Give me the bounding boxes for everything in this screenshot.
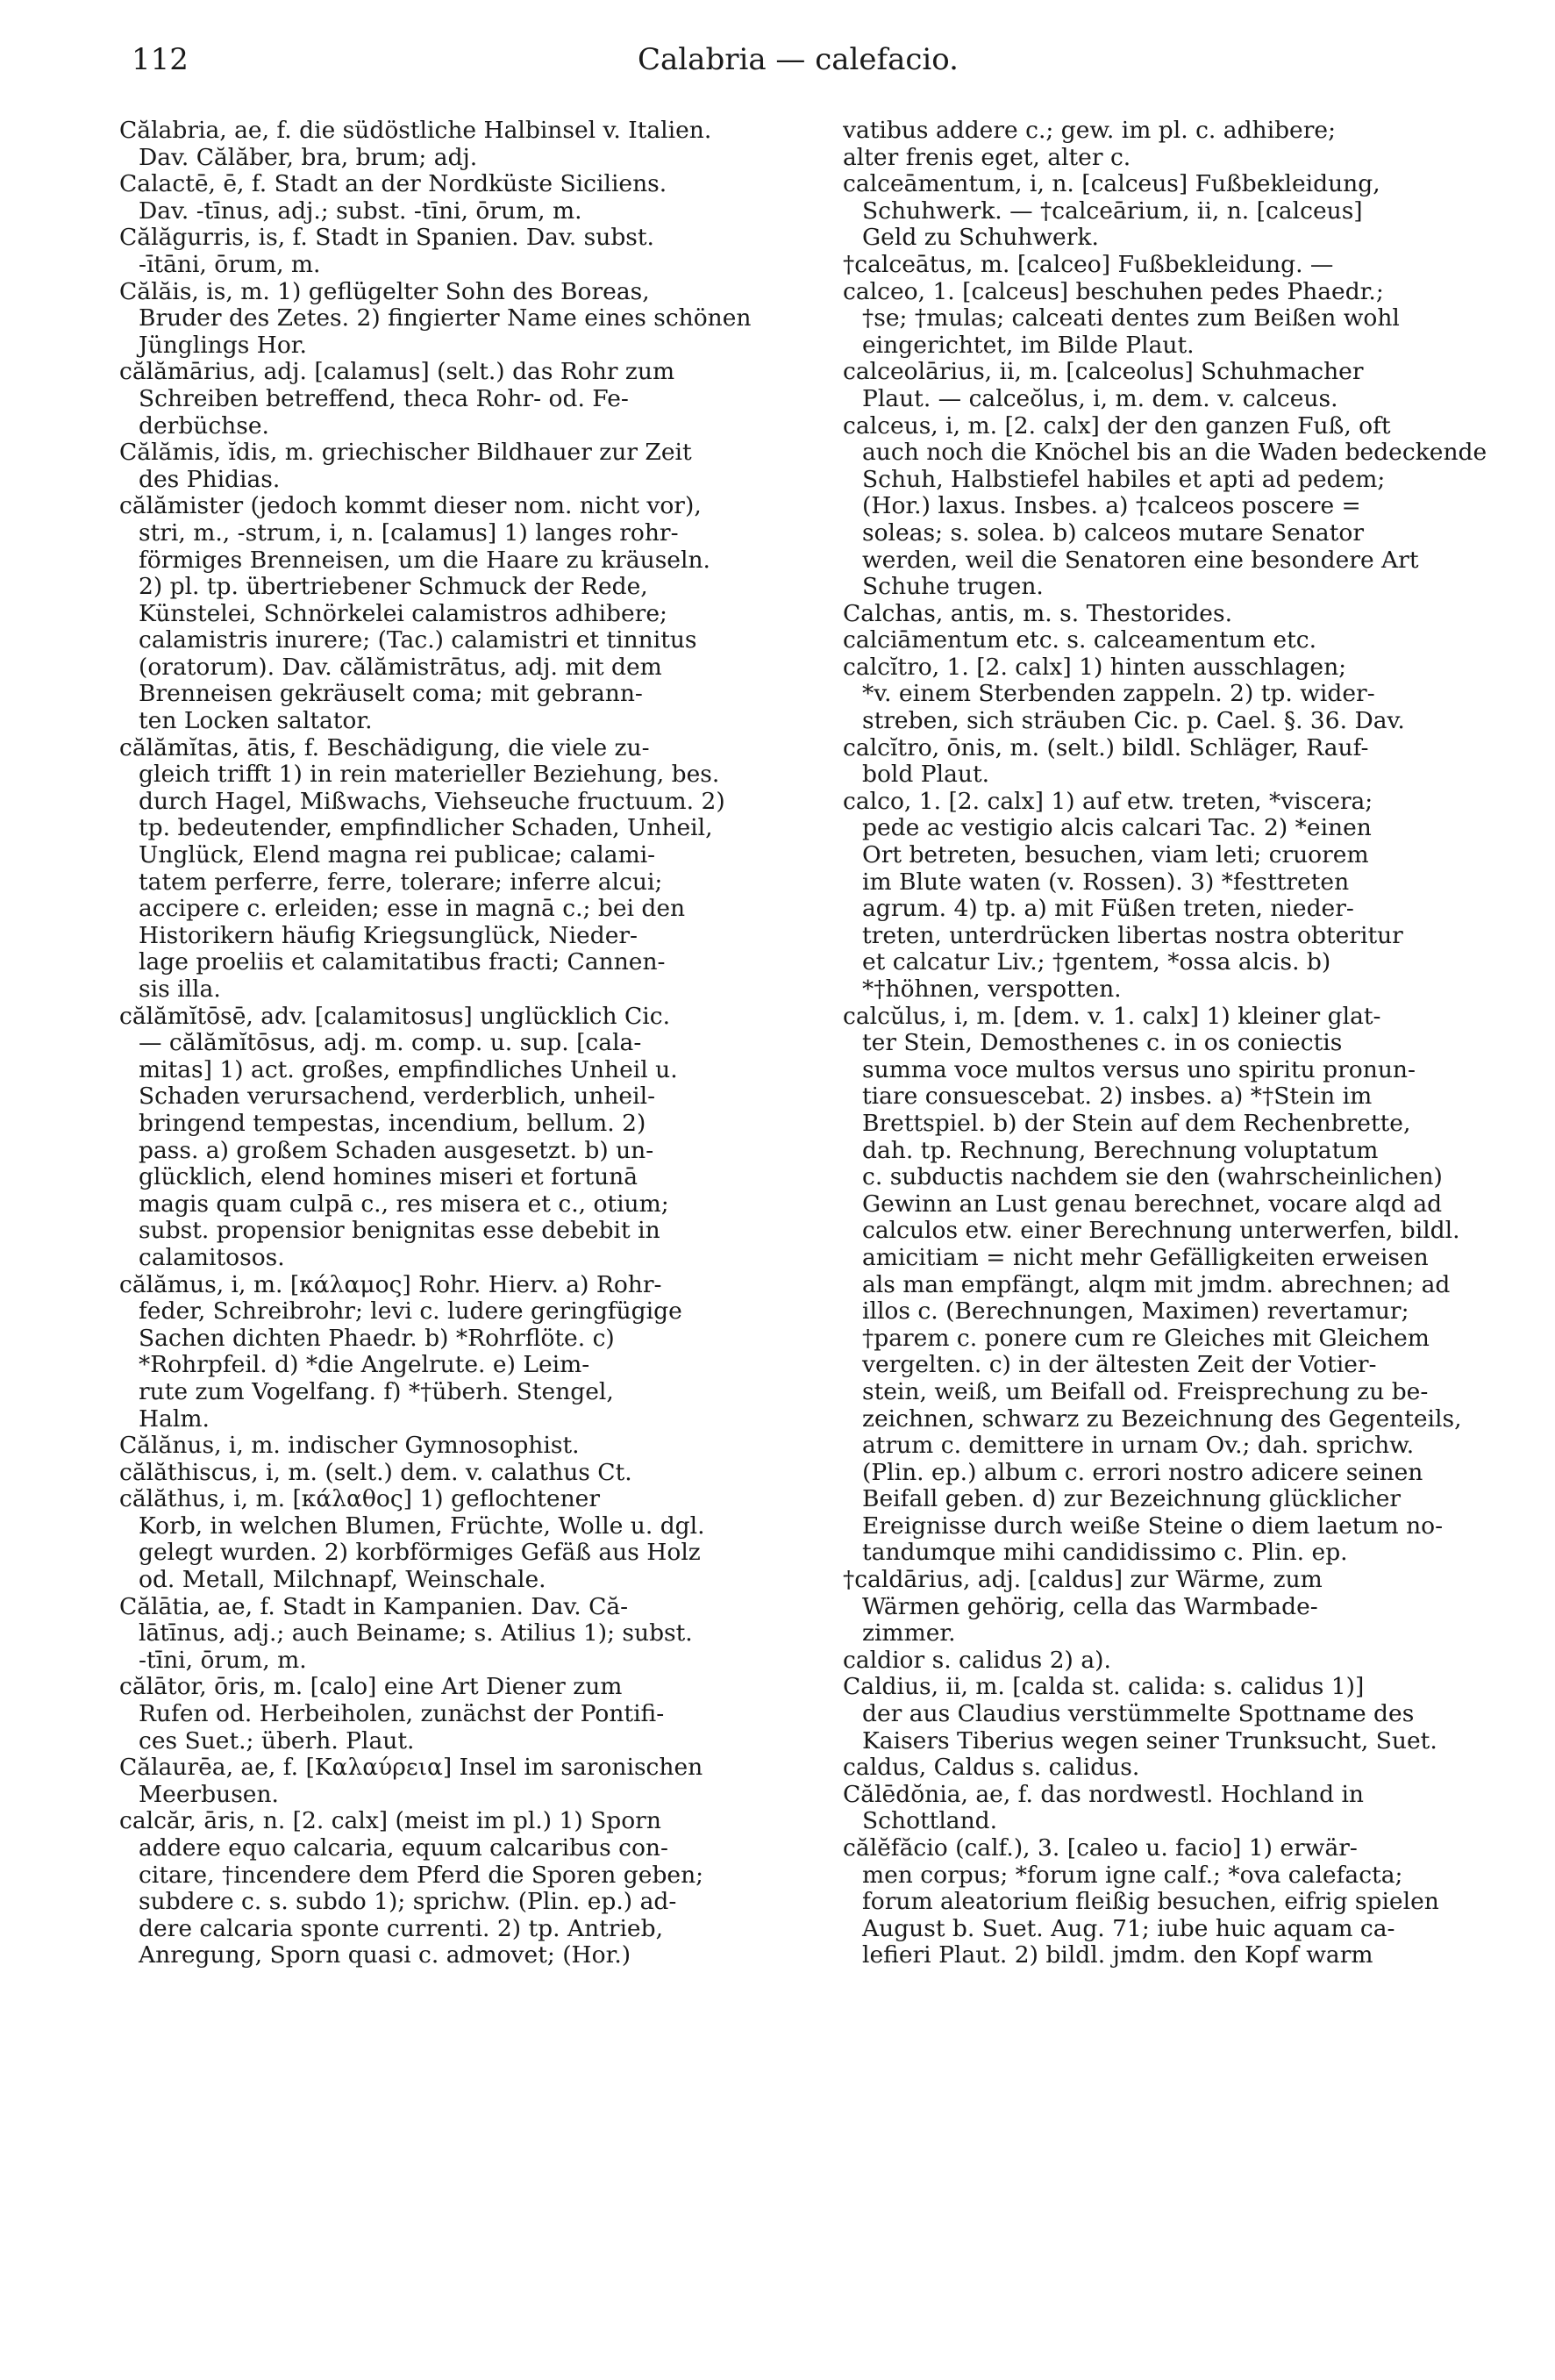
entry-continuation-line: rute zum Vogelfang. f) *†überh. Stengel, xyxy=(139,1378,614,1405)
entry-line: Călămis, ĭdis, m. griechischer Bildhauer zur Zeit xyxy=(119,440,692,467)
entry-continuation-line: et calcatur Liv.; †gentem, *ossa alcis. b) xyxy=(862,949,1331,976)
entry-line: călātor, ōris, m. [calo] eine Art Diener zum xyxy=(119,1674,623,1701)
entry-continuation-line: amicitiam = nicht mehr Gefälligkeiten erweisen xyxy=(862,1244,1429,1271)
entry-continuation-line: calculos etw. einer Berechnung unterwerfen, bildl. xyxy=(862,1218,1460,1245)
entry-continuation-line: zeichnen, schwarz zu Bezeichnung des Gegenteils, xyxy=(862,1405,1462,1433)
right-column xyxy=(843,118,1544,1969)
entry-line: calceus, i, m. [2. calx] der den ganzen Fuß, oft xyxy=(843,412,1391,440)
entry-continuation-line: Ereignisse durch weiße Steine o diem laetum no- xyxy=(862,1512,1444,1540)
entry-continuation-line: illos c. (Berechnungen, Maximen) revertamur; xyxy=(862,1298,1409,1326)
entry-continuation-line: bringend tempestas, incendium, bellum. 2) xyxy=(139,1110,646,1137)
entry-continuation-line: Kaisers Tiberius wegen seiner Trunksucht, Suet. xyxy=(862,1727,1437,1755)
entry-continuation-line: Plaut. — calceŏlus, i, m. dem. v. calceus. xyxy=(862,385,1338,412)
page-number: 112 xyxy=(132,42,189,77)
entry-continuation-line: *†höhnen, verspotten. xyxy=(862,976,1122,1003)
entry-line: calceolārius, ii, m. [calceolus] Schuhmacher xyxy=(843,359,1364,386)
entry-continuation-line: treten, unterdrücken libertas nostra obteritur xyxy=(862,922,1403,949)
entry-continuation-line: lage proeliis et calamitatibus fracti; Cannen- xyxy=(139,949,666,976)
entry-continuation-line: calamitosos. xyxy=(139,1244,285,1271)
entry-continuation-line: *v. einem Sterbenden zappeln. 2) tp. wider- xyxy=(862,681,1375,708)
entry-continuation-line: stri, m., -strum, i, n. [calamus] 1) langes rohr- xyxy=(139,519,679,547)
entry-line: calco, 1. [2. calx] 1) auf etw. treten, *viscera; xyxy=(843,788,1373,815)
entry-line: călămus, i, m. [κάλαμος] Rohr. Hierv. a) Rohr- xyxy=(119,1271,662,1298)
entry-continuation-line: auch noch die Knöchel bis an die Waden bedeckende xyxy=(862,440,1487,467)
entry-continuation-line: dah. tp. Rechnung, Berechnung voluptatum xyxy=(862,1137,1379,1164)
entry-continuation-line: tiare consuescebat. 2) insbes. a) *†Stein im xyxy=(862,1083,1373,1111)
entry-continuation-line: im Blute waten (v. Rossen). 3) *festtreten xyxy=(862,868,1350,896)
entry-line: †calceātus, m. [calceo] Fußbekleidung. — xyxy=(843,251,1334,278)
entry-line: caldus, Caldus s. calidus. xyxy=(843,1755,1140,1782)
entry-continuation-line: eingerichtet, im Bilde Plaut. xyxy=(862,332,1195,359)
entry-continuation-line: †parem c. ponere cum re Gleiches mit Gleichem xyxy=(862,1325,1430,1352)
entry-line: Călănus, i, m. indischer Gymnosophist. xyxy=(119,1433,580,1460)
entry-continuation-line: subst. propensior benignitas esse debebit in xyxy=(139,1218,660,1245)
entry-continuation-line: gleich trifft 1) in rein materieller Beziehung, bes. xyxy=(139,761,720,789)
entry-continuation-line: c. subductis nachdem sie den (wahrscheinlichen) xyxy=(862,1164,1443,1191)
entry-continuation-line: magis quam culpā c., res misera et c., otium; xyxy=(139,1190,669,1218)
entry-line: Caldius, ii, m. [calda st. calida: s. calidus 1)] xyxy=(843,1674,1365,1701)
entry-continuation-line: Geld zu Schuhwerk. xyxy=(862,225,1099,252)
entry-continuation-line: ces Suet.; überh. Plaut. xyxy=(139,1727,415,1755)
entry-line: Călabria, ae, f. die südöstliche Halbinsel v. Italien. xyxy=(119,118,712,144)
entry-line: calcĭtro, 1. [2. calx] 1) hinten ausschlagen; xyxy=(843,654,1347,681)
entry-continuation-line: (Plin. ep.) album c. errori nostro adicere seinen xyxy=(862,1459,1423,1486)
entry-continuation-line: 2) pl. tp. übertriebener Schmuck der Rede, xyxy=(139,574,648,601)
entry-continuation-line: addere equo calcaria, equum calcaribus con- xyxy=(139,1835,668,1862)
entry-continuation-line: sis illa. xyxy=(139,976,221,1003)
entry-line: călămĭtas, ātis, f. Beschädigung, die viele zu- xyxy=(119,734,650,761)
entry-line: vatibus addere c.; gew. im pl. c. adhibere; xyxy=(843,118,1337,144)
page-header xyxy=(132,42,1465,91)
entry-continuation-line: (Hor.) laxus. Insbes. a) †calceos poscere = xyxy=(862,493,1361,520)
entry-continuation-line: Schuhe trugen. xyxy=(862,574,1044,601)
entry-line: Călēdŏnia, ae, f. das nordwestl. Hochland in xyxy=(843,1781,1364,1808)
entry-line: Calchas, antis, m. s. Thestorides. xyxy=(843,600,1233,627)
entry-continuation-line: mitas] 1) act. großes, empfindliches Unheil u. xyxy=(139,1056,678,1083)
entry-continuation-line: Korb, in welchen Blumen, Früchte, Wolle u. dgl. xyxy=(139,1512,705,1540)
entry-continuation-line: gelegt wurden. 2) korbförmiges Gefäß aus Holz xyxy=(139,1540,701,1567)
entry-continuation-line: Dav. -tīnus, adj.; subst. -tīni, ōrum, m. xyxy=(139,197,582,225)
entry-line: caldior s. calidus 2) a). xyxy=(843,1647,1111,1674)
entry-line: călămister (jedoch kommt dieser nom. nicht vor), xyxy=(119,493,702,520)
entry-continuation-line: tatem perferre, ferre, tolerare; inferre alcui; xyxy=(139,868,663,896)
entry-line: calciāmentum etc. s. calceamentum etc. xyxy=(843,627,1317,654)
entry-continuation-line: Dav. Călăber, bra, brum; adj. xyxy=(139,144,478,171)
entry-continuation-line: pass. a) großem Schaden ausgesetzt. b) un- xyxy=(139,1137,654,1164)
entry-continuation-line: Schreiben betreffend, theca Rohr- od. Fe- xyxy=(139,385,629,412)
entry-line: călăthiscus, i, m. (selt.) dem. v. calathus Ct. xyxy=(119,1459,632,1486)
entry-continuation-line: der aus Claudius verstümmelte Spottname des xyxy=(862,1701,1415,1728)
entry-continuation-line: agrum. 4) tp. a) mit Füßen treten, nieder- xyxy=(862,896,1354,923)
entry-continuation-line: des Phidias. xyxy=(139,466,281,493)
entry-line: călăthus, i, m. [κάλαθος] 1) geflochtener xyxy=(119,1486,600,1513)
entry-continuation-line: August b. Suet. Aug. 71; iube huic aquam ca- xyxy=(862,1915,1395,1942)
entry-continuation-line: durch Hagel, Mißwachs, Viehseuche fructuum. 2) xyxy=(139,788,725,815)
entry-continuation-line: ten Locken saltator. xyxy=(139,708,373,735)
entry-line: calceāmentum, i, n. [calceus] Fußbekleidung, xyxy=(843,171,1380,198)
entry-continuation-line: Schottland. xyxy=(862,1808,998,1835)
entry-continuation-line: Künstelei, Schnörkelei calamistros adhibere; xyxy=(139,600,667,627)
entry-continuation-line: soleas; s. solea. b) calceos mutare Senator xyxy=(862,519,1365,547)
entry-line: calcĭtro, ōnis, m. (selt.) bildl. Schläger, Rauf- xyxy=(843,734,1369,761)
entry-continuation-line: streben, sich sträuben Cic. p. Cael. §. 36. Dav. xyxy=(862,708,1405,735)
entry-continuation-line: lātīnus, adj.; auch Beiname; s. Atilius 1); subst. xyxy=(139,1620,693,1647)
entry-continuation-line: als man empfängt, alqm mit jmdm. abrechnen; ad xyxy=(862,1271,1451,1298)
entry-line: Călăgurris, is, f. Stadt in Spanien. Dav. subst. xyxy=(119,225,654,252)
entry-continuation-line: zimmer. xyxy=(862,1620,956,1647)
entry-continuation-line: Ort betreten, besuchen, viam leti; cruorem xyxy=(862,842,1369,869)
entry-continuation-line: (oratorum). Dav. călămistrātus, adj. mit dem xyxy=(139,654,662,681)
entry-continuation-line: dere calcaria sponte currenti. 2) tp. Antrieb, xyxy=(139,1915,663,1942)
entry-continuation-line: -ītāni, ōrum, m. xyxy=(139,251,321,278)
entry-continuation-line: tandumque mihi candidissimo c. Plin. ep. xyxy=(862,1540,1348,1567)
entry-continuation-line: Anregung, Sporn quasi c. admovet; (Hor.) xyxy=(139,1942,631,1969)
entry-continuation-line: Bruder des Zetes. 2) fingierter Name eines schönen xyxy=(139,305,752,332)
entry-continuation-line: — călămĭtōsus, adj. m. comp. u. sup. [cala- xyxy=(139,1030,642,1057)
entry-continuation-line: summa voce multos versus uno spiritu pronun- xyxy=(862,1056,1416,1083)
entry-continuation-line: stein, weiß, um Beifall od. Freisprechung zu be- xyxy=(862,1378,1429,1405)
entry-continuation-line: feder, Schreibrohr; levi c. ludere geringfügige xyxy=(139,1298,682,1326)
entry-continuation-line: Gewinn an Lust genau berechnet, vocare alqd ad xyxy=(862,1190,1443,1218)
running-title: Calabria — calefacio. xyxy=(638,42,959,77)
entry-continuation-line: †se; †mulas; calceati dentes zum Beißen wohl xyxy=(862,305,1400,332)
entry-continuation-line: -tīni, ōrum, m. xyxy=(139,1647,307,1674)
entry-continuation-line: Wärmen gehörig, cella das Warmbade- xyxy=(862,1593,1318,1620)
entry-line: Călātia, ae, f. Stadt in Kampanien. Dav. Că- xyxy=(119,1593,629,1620)
entry-continuation-line: citare, †incendere dem Pferd die Sporen geben; xyxy=(139,1862,704,1889)
entry-continuation-line: vergelten. c) in der ältesten Zeit der Votier- xyxy=(862,1352,1377,1379)
entry-continuation-line: Schaden verursachend, verderblich, unheil- xyxy=(139,1083,656,1111)
entry-continuation-line: Sachen dichten Phaedr. b) *Rohrflöte. c) xyxy=(139,1325,615,1352)
entry-continuation-line: Historikern häufig Kriegsunglück, Nieder- xyxy=(139,922,638,949)
entry-line: călămārius, adj. [calamus] (selt.) das Rohr zum xyxy=(119,359,675,386)
entry-continuation-line: Unglück, Elend magna rei publicae; calami- xyxy=(139,842,656,869)
entry-continuation-line: pede ac vestigio alcis calcari Tac. 2) *einen xyxy=(862,815,1372,842)
entry-continuation-line: Schuhwerk. — †calceārium, ii, n. [calceus] xyxy=(862,197,1363,225)
entry-continuation-line: Jünglings Hor. xyxy=(139,332,307,359)
entry-line: Călăis, is, m. 1) geflügelter Sohn des Boreas, xyxy=(119,278,650,305)
entry-continuation-line: Brettspiel. b) der Stein auf dem Rechenbrette, xyxy=(862,1110,1411,1137)
entry-continuation-line: ter Stein, Demosthenes c. in os coniectis xyxy=(862,1030,1343,1057)
entry-continuation-line: subdere c. s. subdo 1); sprichw. (Plin. ep.) ad- xyxy=(139,1889,677,1916)
entry-line: Calactē, ē, f. Stadt an der Nordküste Siciliens. xyxy=(119,171,667,198)
entry-continuation-line: Brenneisen gekräuselt coma; mit gebrann- xyxy=(139,681,643,708)
entry-continuation-line: calamistris inurere; (Tac.) calamistri et tinnitus xyxy=(139,627,697,654)
entry-continuation-line: Halm. xyxy=(139,1405,210,1433)
left-column xyxy=(119,118,819,1969)
entry-line: călĕfăcio (calf.), 3. [caleo u. facio] 1) erwär- xyxy=(843,1835,1358,1862)
entry-continuation-line: forum aleatorium fleißig besuchen, eifrig spielen xyxy=(862,1889,1439,1916)
entry-continuation-line: accipere c. erleiden; esse in magnā c.; bei den xyxy=(139,896,686,923)
entry-continuation-line: atrum c. demittere in urnam Ov.; dah. sprichw. xyxy=(862,1433,1415,1460)
entry-line: calceo, 1. [calceus] beschuhen pedes Phaedr.; xyxy=(843,278,1384,305)
entry-continuation-line: *Rohrpfeil. d) *die Angelrute. e) Leim- xyxy=(139,1352,590,1379)
entry-line: calcŭlus, i, m. [dem. v. 1. calx] 1) kleiner glat- xyxy=(843,1003,1381,1030)
entry-continuation-line: lefieri Plaut. 2) bildl. jmdm. den Kopf warm xyxy=(862,1942,1373,1969)
entry-continuation-line: bold Plaut. xyxy=(862,761,990,789)
entry-continuation-line: Meerbusen. xyxy=(139,1781,279,1808)
entry-continuation-line: Beifall geben. d) zur Bezeichnung glücklicher xyxy=(862,1486,1402,1513)
entry-line: calcăr, āris, n. [2. calx] (meist im pl.) 1) Sporn xyxy=(119,1808,661,1835)
entry-continuation-line: tp. bedeutender, empfindlicher Schaden, Unheil, xyxy=(139,815,713,842)
entry-continuation-line: förmiges Brenneisen, um die Haare zu kräuseln. xyxy=(139,547,710,574)
entry-line: alter frenis eget, alter c. xyxy=(843,144,1131,171)
entry-continuation-line: glücklich, elend homines miseri et fortunā xyxy=(139,1164,638,1191)
entry-line: †caldārius, adj. [caldus] zur Wärme, zum xyxy=(843,1567,1323,1594)
entry-continuation-line: werden, weil die Senatoren eine besondere Art xyxy=(862,547,1419,574)
entry-continuation-line: derbüchse. xyxy=(139,412,269,440)
entry-continuation-line: Rufen od. Herbeiholen, zunächst der Pontifi- xyxy=(139,1701,665,1728)
entry-continuation-line: men corpus; *forum igne calf.; *ova calefacta; xyxy=(862,1862,1403,1889)
entry-line: Călaurēa, ae, f. [Καλαύρεια] Insel im saronischen xyxy=(119,1755,703,1782)
entry-continuation-line: Schuh, Halbstiefel habiles et apti ad pedem; xyxy=(862,466,1386,493)
entry-continuation-line: od. Metall, Milchnapf, Weinschale. xyxy=(139,1567,546,1594)
entry-line: călămĭtōsē, adv. [calamitosus] unglücklich Cic. xyxy=(119,1003,671,1030)
